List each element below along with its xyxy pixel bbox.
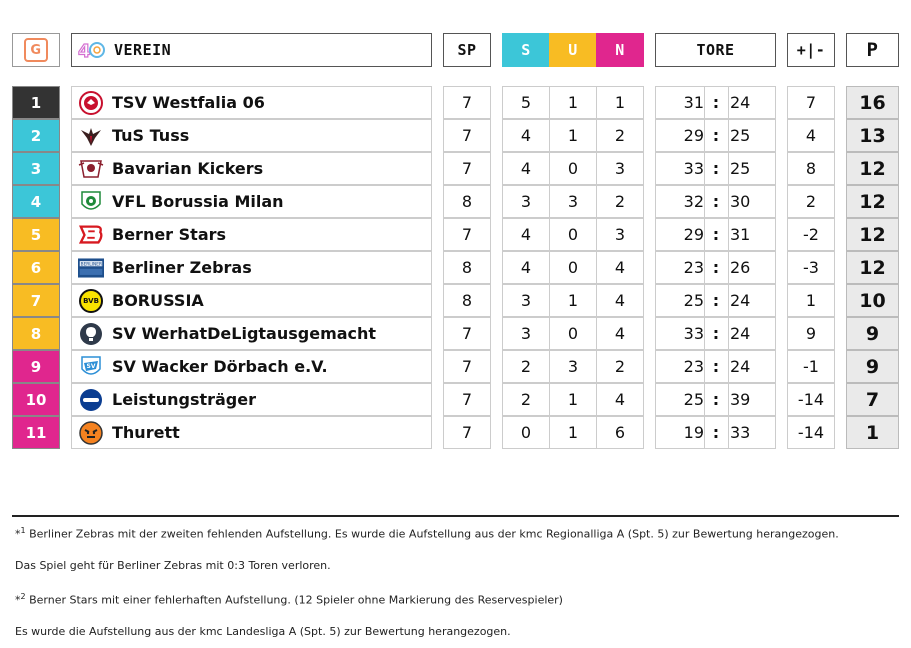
draws: 0	[549, 251, 597, 284]
goals-for: 23	[683, 258, 704, 277]
rank-cell	[12, 218, 60, 251]
svg-text:SV: SV	[86, 362, 96, 370]
club-name: SV WerhatDeLigtausgemacht	[112, 324, 377, 343]
table-row	[0, 383, 911, 416]
goal-difference: 1	[787, 284, 835, 317]
games-played: 7	[443, 86, 491, 119]
header-verein	[71, 33, 432, 67]
rank-cell	[12, 284, 60, 317]
table-row	[0, 119, 911, 152]
goals-separator-line	[704, 252, 705, 283]
club-name: TuS Tuss	[112, 126, 190, 145]
wins: 2	[502, 383, 550, 416]
goals-separator-line	[704, 384, 705, 415]
header-u: U	[549, 33, 597, 67]
games-played: 7	[443, 119, 491, 152]
bvb-crest-icon	[78, 288, 104, 314]
goals-colon: :	[712, 126, 720, 145]
draws: 1	[549, 86, 597, 119]
club-cell	[71, 185, 432, 218]
club-cell	[71, 350, 432, 383]
points: 7	[846, 383, 899, 416]
wins: 5	[502, 86, 550, 119]
table-row	[0, 152, 911, 185]
goals-colon: :	[712, 225, 720, 244]
rank-cell	[12, 317, 60, 350]
goals-for: 31	[683, 93, 704, 112]
rank-number: 4	[30, 192, 42, 211]
club-cell	[71, 86, 432, 119]
losses: 4	[596, 317, 644, 350]
losses: 4	[596, 251, 644, 284]
footnote-1: *$^1$ Berliner Zebras mit der zweiten fehlenden Aufstellung. Es wurde die Aufstellung aus der kmc Regionalliga A (Spt. 5) zur Bewertung herangezogen.	[15, 526, 839, 541]
losses: 6	[596, 416, 644, 449]
games-played: 7	[443, 416, 491, 449]
losses: 3	[596, 152, 644, 185]
leistungstraeger-circle-icon	[78, 387, 104, 413]
header-verein-label: VEREIN	[114, 41, 172, 59]
club-name: Berliner Zebras	[112, 258, 252, 277]
draws: 3	[549, 350, 597, 383]
tiger-crest-icon	[78, 420, 104, 446]
wins: 4	[502, 119, 550, 152]
footnote-3: *$^2$ Berner Stars mit einer fehlerhaften Aufstellung. (12 Spieler ohne Markierung des Reservespieler)	[15, 592, 563, 607]
losses: 2	[596, 119, 644, 152]
games-played: 8	[443, 284, 491, 317]
wins: 4	[502, 251, 550, 284]
goals-cell	[655, 317, 776, 350]
tsv-westfalia-crest-icon	[78, 90, 104, 116]
goal-difference: 9	[787, 317, 835, 350]
goals-for: 33	[683, 159, 704, 178]
points: 1	[846, 416, 899, 449]
rank-number: 6	[30, 258, 42, 277]
berliner-badge-icon	[78, 255, 104, 281]
draws: 3	[549, 185, 597, 218]
goals-cell	[655, 119, 776, 152]
goals-for: 19	[683, 423, 704, 442]
goals-against: 30	[730, 192, 751, 211]
points: 9	[846, 350, 899, 383]
goals-colon: :	[712, 192, 720, 211]
goals-against: 24	[730, 324, 751, 343]
rank-number: 2	[30, 126, 42, 145]
draws: 1	[549, 119, 597, 152]
draws: 0	[549, 152, 597, 185]
lightbulb-crest-icon	[78, 321, 104, 347]
club-cell	[71, 317, 432, 350]
bavarian-kickers-crest-icon	[78, 156, 104, 182]
club-name: VFL Borussia Milan	[112, 192, 284, 211]
losses: 4	[596, 284, 644, 317]
goals-separator-line	[704, 285, 705, 316]
goals-for: 33	[683, 324, 704, 343]
wins: 4	[502, 152, 550, 185]
goals-against: 26	[730, 258, 751, 277]
wins: 3	[502, 317, 550, 350]
club-name: Bavarian Kickers	[112, 159, 264, 178]
goals-cell	[655, 218, 776, 251]
table-row	[0, 251, 911, 284]
club-name: TSV Westfalia 06	[112, 93, 265, 112]
points: 12	[846, 152, 899, 185]
table-row	[0, 317, 911, 350]
header-diff: +|-	[787, 33, 835, 67]
header-sp: SP	[443, 33, 491, 67]
goals-separator-line	[704, 186, 705, 217]
losses: 3	[596, 218, 644, 251]
goals-separator-line	[704, 417, 705, 448]
goal-difference: -14	[787, 383, 835, 416]
rank-cell	[12, 152, 60, 185]
club-cell	[71, 383, 432, 416]
goals-for: 25	[683, 390, 704, 409]
goals-colon: :	[712, 159, 720, 178]
points: 12	[846, 218, 899, 251]
goals-for: 29	[683, 225, 704, 244]
goals-colon: :	[712, 390, 720, 409]
rank-cell	[12, 350, 60, 383]
club-name: Thurett	[112, 423, 180, 442]
goals-against: 25	[730, 159, 751, 178]
anniversary-40-icon	[78, 39, 106, 61]
wins: 0	[502, 416, 550, 449]
goals-colon: :	[712, 423, 720, 442]
club-cell	[71, 416, 432, 449]
club-cell	[71, 218, 432, 251]
goals-cell	[655, 152, 776, 185]
rank-number: 1	[30, 93, 42, 112]
header-n: N	[596, 33, 644, 67]
table-row	[0, 416, 911, 449]
rank-number: 10	[25, 390, 47, 409]
goals-separator-line	[704, 153, 705, 184]
club-name: Leistungsträger	[112, 390, 256, 409]
club-cell	[71, 152, 432, 185]
wins: 3	[502, 284, 550, 317]
points: 16	[846, 86, 899, 119]
games-played: 8	[443, 185, 491, 218]
losses: 2	[596, 350, 644, 383]
rank-cell	[12, 383, 60, 416]
goals-for: 25	[683, 291, 704, 310]
league-logo-icon: G	[24, 38, 48, 62]
losses: 2	[596, 185, 644, 218]
goals-against: 33	[730, 423, 751, 442]
rank-number: 9	[30, 357, 42, 376]
goal-difference: 2	[787, 185, 835, 218]
games-played: 8	[443, 251, 491, 284]
losses: 1	[596, 86, 644, 119]
goal-difference: 8	[787, 152, 835, 185]
table-row	[0, 86, 911, 119]
goals-against: 39	[730, 390, 751, 409]
svg-text:BERLINER: BERLINER	[80, 261, 102, 267]
footnote-divider	[12, 515, 899, 517]
league-logo-box	[12, 33, 60, 67]
goal-difference: 4	[787, 119, 835, 152]
goals-for: 32	[683, 192, 704, 211]
goals-cell	[655, 416, 776, 449]
rank-cell	[12, 119, 60, 152]
club-name: SV Wacker Dörbach e.V.	[112, 357, 328, 376]
draws: 1	[549, 416, 597, 449]
goals-separator-line	[704, 120, 705, 151]
goal-difference: -2	[787, 218, 835, 251]
points: 12	[846, 251, 899, 284]
footnote-4: Es wurde die Aufstellung aus der kmc Landesliga A (Spt. 5) zur Bewertung herangezogen.	[15, 625, 511, 638]
header-tore: TORE	[655, 33, 776, 67]
goals-against: 24	[730, 291, 751, 310]
table-row	[0, 218, 911, 251]
games-played: 7	[443, 152, 491, 185]
goals-against: 24	[730, 93, 751, 112]
berner-stars-b-icon	[78, 222, 104, 248]
wins: 4	[502, 218, 550, 251]
goals-colon: :	[712, 291, 720, 310]
table-row	[0, 284, 911, 317]
points: 10	[846, 284, 899, 317]
vfl-shield-icon	[78, 189, 104, 215]
draws: 0	[549, 317, 597, 350]
svg-text:BVB: BVB	[83, 296, 99, 305]
goal-difference: 7	[787, 86, 835, 119]
goal-difference: -3	[787, 251, 835, 284]
goals-against: 25	[730, 126, 751, 145]
goals-separator-line	[704, 318, 705, 349]
goal-difference: -1	[787, 350, 835, 383]
rank-number: 11	[25, 423, 47, 442]
goals-cell	[655, 284, 776, 317]
club-name: BORUSSIA	[112, 291, 204, 310]
games-played: 7	[443, 317, 491, 350]
rank-number: 5	[30, 225, 42, 244]
svg-text:4: 4	[78, 41, 92, 61]
footnote-2: Das Spiel geht für Berliner Zebras mit 0:3 Toren verloren.	[15, 559, 331, 572]
club-cell	[71, 119, 432, 152]
goals-separator-line	[704, 87, 705, 118]
goals-for: 29	[683, 126, 704, 145]
goals-separator-line	[704, 219, 705, 250]
rank-number: 3	[30, 159, 42, 178]
rank-cell	[12, 416, 60, 449]
games-played: 7	[443, 350, 491, 383]
rank-cell	[12, 251, 60, 284]
wins: 3	[502, 185, 550, 218]
rank-number: 7	[30, 291, 42, 310]
goals-for: 23	[683, 357, 704, 376]
games-played: 7	[443, 218, 491, 251]
points: 13	[846, 119, 899, 152]
club-name: Berner Stars	[112, 225, 227, 244]
table-row	[0, 185, 911, 218]
points: 12	[846, 185, 899, 218]
goals-colon: :	[712, 93, 720, 112]
goals-cell	[655, 383, 776, 416]
wins: 2	[502, 350, 550, 383]
goals-colon: :	[712, 357, 720, 376]
club-cell	[71, 251, 432, 284]
sv-shield-icon	[78, 354, 104, 380]
header-s: S	[502, 33, 550, 67]
goals-against: 24	[730, 357, 751, 376]
eagle-icon	[78, 123, 104, 149]
rank-number: 8	[30, 324, 42, 343]
goals-against: 31	[730, 225, 751, 244]
rank-cell	[12, 185, 60, 218]
goal-difference: -14	[787, 416, 835, 449]
goals-cell	[655, 350, 776, 383]
goals-cell	[655, 86, 776, 119]
points: 9	[846, 317, 899, 350]
goals-cell	[655, 185, 776, 218]
draws: 1	[549, 383, 597, 416]
club-cell	[71, 284, 432, 317]
goals-colon: :	[712, 258, 720, 277]
table-row	[0, 350, 911, 383]
draws: 0	[549, 218, 597, 251]
games-played: 7	[443, 383, 491, 416]
goals-colon: :	[712, 324, 720, 343]
rank-cell	[12, 86, 60, 119]
goals-separator-line	[704, 351, 705, 382]
goals-cell	[655, 251, 776, 284]
draws: 1	[549, 284, 597, 317]
losses: 4	[596, 383, 644, 416]
header-points: P	[846, 33, 899, 67]
